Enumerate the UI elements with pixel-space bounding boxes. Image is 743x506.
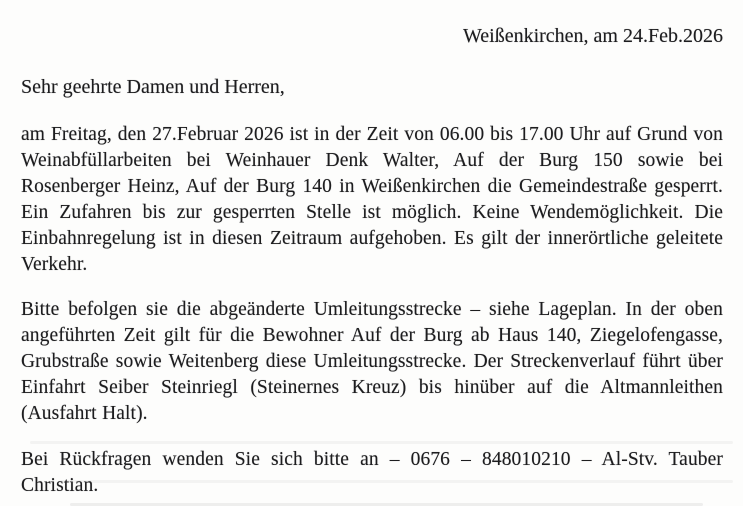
paragraph-contact-info: Bei Rückfragen wenden Sie sich bitte an – 0676 – 848010210 – Al-Stv. Tauber Christian. <box>21 449 723 496</box>
scan-artifact <box>30 441 733 444</box>
paragraph-detour-route: Bitte befolgen sie die abgeänderte Umleitungsstrecke – siehe Lageplan. In der oben angeführten Zeit gilt für die Bewohner Auf der Burg ab Haus 140, Ziegelofengasse, Grubstraße sowie Weitenberg diese Umleitungsstrecke. Der Streckenverlauf führt über Einfahrt Seiber Steinriegl (Steinernes Kreuz) bis hinüber auf die Altmannleithen (Ausfahrt Halt). <box>21 299 723 424</box>
letter-dateline: Weißenkirchen, am 24.Feb.2026 <box>463 25 723 47</box>
letter-salutation: Sehr geehrte Damen und Herren, <box>21 76 285 98</box>
paragraph-road-closure: am Freitag, den 27.Februar 2026 ist in der Zeit von 06.00 bis 17.00 Uhr auf Grund von Weinabfüllarbeiten bei Weinhauer Denk Walter, Auf der Burg 150 sowie bei Rosenberger Heinz, Auf der Burg 140 in Weißenkirchen die Gemeindestraße gesperrt. Ein Zufahren bis zur gesperrten Stelle ist möglich. Keine Wendemöglichkeit. Die Einbahnregelung ist in diesen Zeitraum aufgehoben. Es gilt der innerörtliche geleitete Verkehr. <box>21 124 723 275</box>
